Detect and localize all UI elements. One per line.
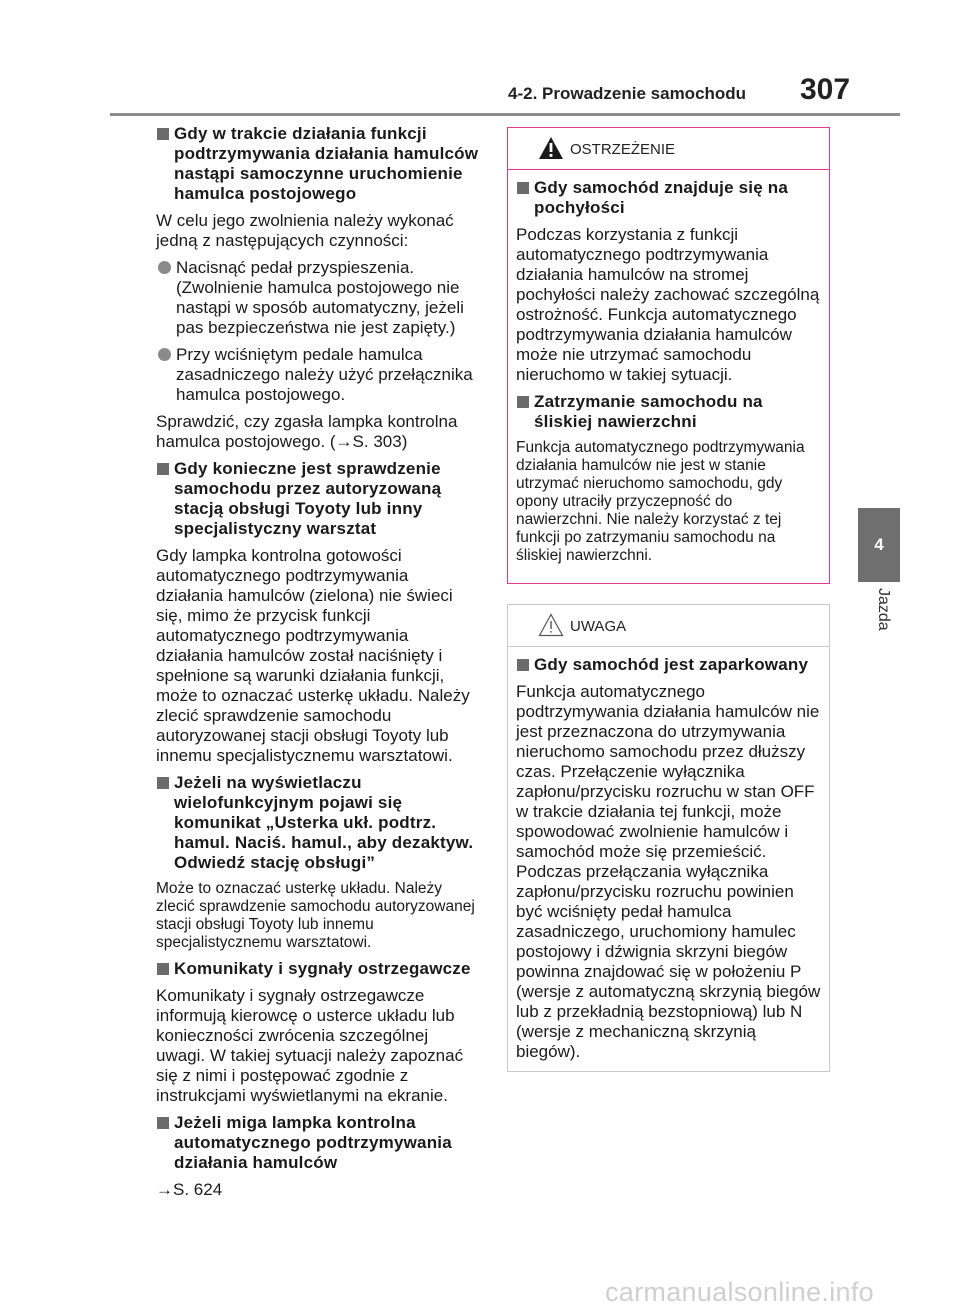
left-column — [156, 124, 480, 1200]
notice-header — [508, 605, 829, 647]
chapter-number: 4 — [874, 535, 884, 554]
page-number: 307 — [800, 73, 851, 106]
square-bullet-icon — [517, 659, 529, 671]
caution-triangle-icon — [538, 613, 564, 637]
section-heading: Gdy w trakcie działania funkcji podtrzymywania działania hamulców nastąpi samoczynne uruchomienie hamulca postojowego — [156, 124, 480, 204]
paragraph: W celu jego zwolnienia należy wykonać jedną z następujących czynności: — [156, 211, 454, 250]
warning-triangle-icon — [538, 136, 564, 160]
warning-title: OSTRZEŻENIE — [570, 141, 676, 158]
paragraph: Sprawdzić, czy zgasła lampka kontrolna hamulca postojowego. (→S. 303) — [156, 412, 458, 451]
paragraph: Funkcja automatycznego podtrzymywania działania hamulców nie jest przeznaczona do utrzymywania nieruchomo samochodu przez dłuższy czas. Przełączenie wyłącznika zapłonu/przycisku rozruchu w stan OFF w trakcie działania tej funkcji, może spowodować zwolnienie hamulców i samochód może się przemieścić. Podczas przełączania wyłącznika zapłonu/przycisku rozruchu powinien być wciśnięty pedał hamulca zasadniczego, uruchomiony hamulec postojowy i dźwignia skrzyni biegów powinna znajdować się w położeniu P (wersje z automatyczną skrzynią biegów lub z przekładnią bezstopniową) lub N (wersje z mechaniczną skrzynią biegów). — [516, 682, 821, 1061]
square-bullet-icon — [157, 1117, 169, 1129]
warning-box — [507, 127, 830, 584]
page-reference[interactable]: →S. 624 — [156, 1180, 223, 1199]
warning-subheading: Gdy samochód znajduje się na pochyłości — [516, 178, 821, 218]
warning-subheading: Zatrzymanie samochodu na śliskiej nawierzchni — [516, 392, 821, 432]
list-item: Nacisnąć pedał przyspieszenia. (Zwolnienie hamulca postojowego nie nastąpi w sposób automatyczny, jeżeli pas bezpieczeństwa nie jest zapięty.) — [156, 258, 480, 338]
notice-subheading: Gdy samochód jest zaparkowany — [516, 655, 821, 675]
section-heading: Gdy konieczne jest sprawdzenie samochodu przez autoryzowaną stacją obsługi Toyoty lub inny specjalistyczny warsztat — [156, 459, 480, 539]
square-bullet-icon — [517, 182, 529, 194]
paragraph: Komunikaty i sygnały ostrzegawcze informują kierowcę o usterce układu lub konieczności zwrócenia szczególnej uwagi. W takiej sytuacji należy zapoznać się z nimi i postępować zgodnie z instrukcjami wyświetlanymi na ekranie. — [156, 986, 464, 1105]
paragraph: Gdy lampka kontrolna gotowości automatycznego podtrzymywania działania hamulców (zielona) nie świeci się, mimo że przycisk funkcji automatycznego podtrzymywania działania hamulców został naciśnięty i spełnione są warunki działania funkcji, może to oznaczać usterkę układu. Należy zlecić sprawdzenie samochodu autoryzowanej stacji obsługi Toyoty lub innemu specjalistycznemu warsztatowi. — [156, 546, 470, 765]
paragraph: Może to oznaczać usterkę układu. Należy zlecić sprawdzenie samochodu autoryzowanej stacji obsługi Toyoty lub innemu specjalistycznemu warsztatowi. — [156, 880, 475, 951]
chapter-tab[interactable] — [858, 508, 900, 582]
square-bullet-icon — [157, 128, 169, 140]
paragraph: Funkcja automatycznego podtrzymywania działania hamulców nie jest w stanie utrzymać nieruchomo samochodu, gdy opony utraciły przyczepność do nawierzchni. Nie należy korzystać z tej funkcji po zatrzymaniu samochodu na śliskiej nawierzchni. — [516, 439, 805, 564]
circle-bullet-icon — [158, 261, 171, 274]
circle-bullet-icon — [158, 348, 171, 361]
square-bullet-icon — [157, 777, 169, 789]
notice-title: UWAGA — [570, 618, 627, 635]
header-divider — [110, 113, 900, 116]
section-heading: Jeżeli miga lampka kontrolna automatycznego podtrzymywania działania hamulców — [156, 1113, 480, 1173]
watermark: carmanualsonline.info — [605, 1277, 874, 1307]
section-heading: Komunikaty i sygnały ostrzegawcze — [156, 959, 480, 979]
square-bullet-icon — [157, 963, 169, 975]
warning-header — [508, 128, 829, 170]
notice-box — [507, 604, 830, 1072]
chapter-label: Jazda — [875, 588, 892, 631]
square-bullet-icon — [157, 463, 169, 475]
section-heading: Jeżeli na wyświetlaczu wielofunkcyjnym pojawi się komunikat „Usterka ukł. podtrz. hamul. Naciś. hamul., aby dezaktyw. Odwiedź stację obsługi” — [156, 773, 480, 873]
square-bullet-icon — [517, 396, 529, 408]
paragraph: Podczas korzystania z funkcji automatycznego podtrzymywania działania hamulców na stromej pochyłości należy zachować szczególną ostrożność. Funkcja automatycznego podtrzymywania działania hamulców może nie utrzymać samochodu nieruchomo w takiej sytuacji. — [516, 225, 820, 384]
list-item: Przy wciśniętym pedale hamulca zasadniczego należy użyć przełącznika hamulca postojowego. — [156, 345, 480, 405]
header-title: 4-2. Prowadzenie samochodu — [508, 84, 747, 103]
